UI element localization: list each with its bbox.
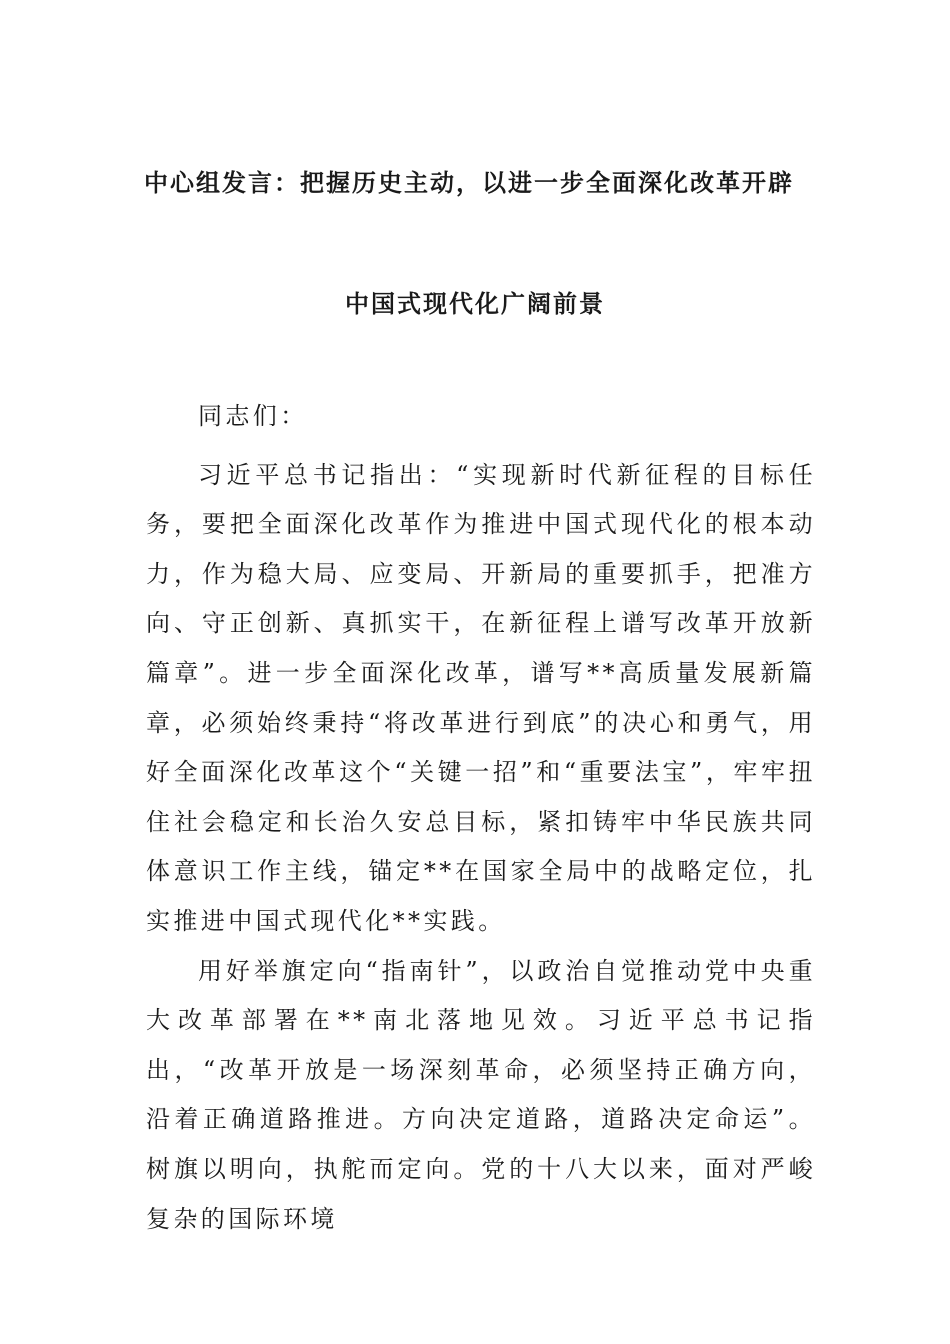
greeting: 同志们： bbox=[198, 402, 308, 430]
paragraph-1: 习近平总书记指出：“实现新时代新征程的目标任务，要把全面深化改革作为推进中国式现代化的根本动力，作为稳大局、应变局、开新局的重要抓手，把准方向、守正创新、真抓实干，在新征程上谱写改革开放新篇章”。进一步全面深化改革，谱写**高质量发展新篇章，必须始终秉持“将改革进行到底”的决心和勇气，用好全面深化改革这个“关键一招”和“重要法宝”，牢牢扭住社会稳定和长治久安总目标，紧扣铸牢中华民族共同体意识工作主线，锚定**在国家全局中的战略定位，扎实推进中国式现代化**实践。 bbox=[146, 460, 816, 935]
document-body bbox=[146, 392, 816, 1244]
paragraph-2: 用好举旗定向“指南针”，以政治自觉推动党中央重大改革部署在**南北落地见效。习近平总书记指出，“改革开放是一场深刻革命，必须坚持正确方向，沿着正确道路推进。方向决定道路，道路决定命运”。树旗以明向，执舵而定向。党的十八大以来，面对严峻复杂的国际环境 bbox=[146, 956, 816, 1233]
document-title-line-1: 中心组发言：把握历史主动，以进一步全面深化改革开辟 bbox=[144, 168, 794, 197]
document-title-line-2: 中国式现代化广阔前景 bbox=[345, 289, 605, 318]
